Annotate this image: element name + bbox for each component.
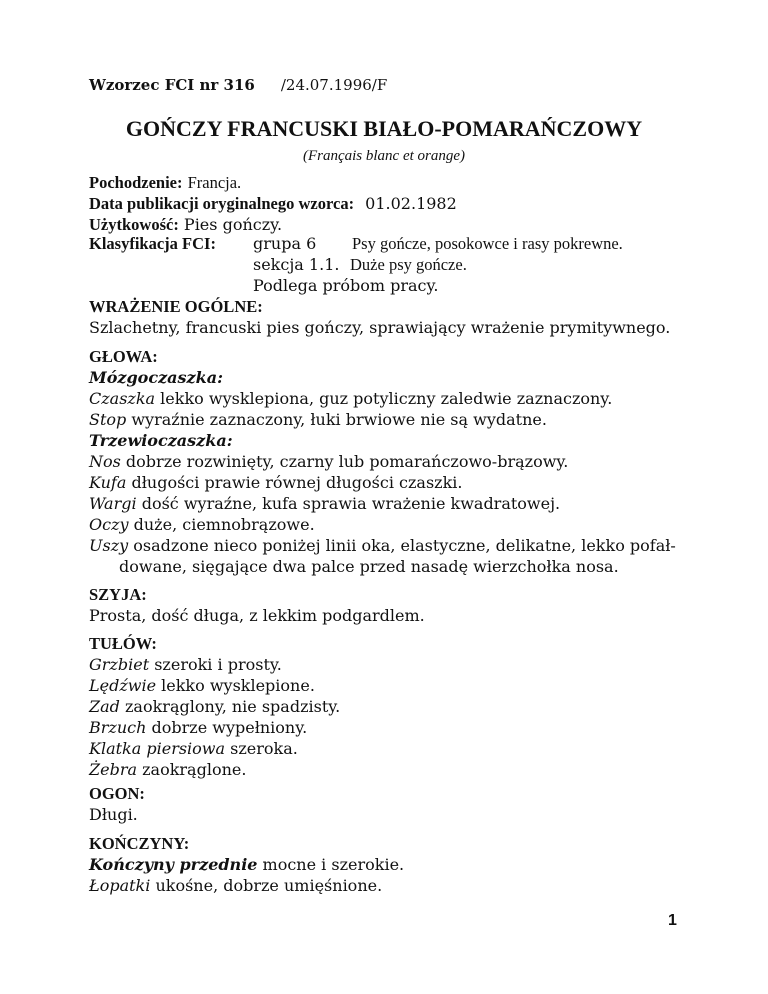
- skull-line: [89, 388, 699, 409]
- body-item-term: Grzbiet: [89, 655, 150, 674]
- body-item-term: Zad: [89, 697, 120, 716]
- eyes-line: [89, 514, 699, 535]
- pubdate-value: 01.02.1982: [365, 194, 457, 213]
- body-item-croup: [89, 696, 699, 717]
- classification-table: [89, 233, 699, 296]
- nose-line: [89, 451, 699, 472]
- classification-row-group: [89, 233, 699, 254]
- lips-line: [89, 493, 699, 514]
- body-item-ribs: [89, 759, 699, 780]
- classification-group: grupa 6: [253, 234, 317, 253]
- tail-section: [89, 783, 699, 825]
- document-title: GOŃCZY FRANCUSKI BIAŁO-POMARAŃCZOWY: [125, 116, 643, 141]
- muzzle-term: Kufa: [89, 473, 127, 492]
- pubdate-row: [89, 193, 699, 214]
- body-item-text: szeroka.: [225, 739, 298, 758]
- ears-line: [89, 535, 699, 556]
- page-number: 1: [668, 912, 677, 929]
- nose-term: Nos: [89, 452, 121, 471]
- classification-group-desc: Psy gończe, posokowce i rasy pokrewne.: [352, 234, 623, 253]
- body-item-loin: [89, 675, 699, 696]
- general-section: [89, 296, 699, 338]
- body-item-text: lekko wysklepione.: [156, 676, 315, 695]
- ears-line-2: dowane, sięgające dwa palce przed nasadę wierzchołka nosa.: [119, 557, 619, 576]
- shoulder-term: Łopatki: [89, 876, 151, 895]
- classification-row-section: [89, 254, 699, 275]
- tail-text: Długi.: [89, 805, 138, 824]
- origin-label: Pochodzenie:: [89, 173, 183, 192]
- shoulder-line: [89, 875, 699, 896]
- classification-row-note: [89, 275, 699, 296]
- classification-note: Podlega próbom pracy.: [253, 276, 439, 295]
- classification-label: Klasyfikacja FCI:: [89, 234, 216, 253]
- standard-date: /24.07.1996/F: [280, 76, 388, 94]
- body-item-text: szeroki i prosty.: [149, 655, 282, 674]
- eyes-term: Oczy: [89, 515, 129, 534]
- body-item-term: Lędźwie: [89, 676, 157, 695]
- body-section: [89, 633, 699, 780]
- lips-text: dość wyraźne, kufa sprawia wrażenie kwadratowej.: [136, 494, 561, 513]
- ears-text-1: osadzone nieco poniżej linii oka, elastyczne, delikatne, lekko pofał-: [128, 536, 676, 555]
- classification-section: sekcja 1.1.: [253, 255, 340, 274]
- origin-value: Francja.: [187, 173, 242, 192]
- document-subtitle: (Français blanc et orange): [302, 148, 466, 164]
- skull-text: lekko wysklepiona, guz potyliczny zaledwie zaznaczony.: [155, 389, 613, 408]
- stop-term: Stop: [89, 410, 127, 429]
- pubdate-label: Data publikacji oryginalnego wzorca:: [89, 194, 355, 213]
- eyes-text: duże, ciemnobrązowe.: [128, 515, 315, 534]
- body-item-chest: [89, 738, 699, 759]
- nose-text: dobrze rozwinięty, czarny lub pomarańczowo-brązowy.: [120, 452, 569, 471]
- body-item-back: [89, 654, 699, 675]
- general-heading: WRAŻENIE OGÓLNE:: [89, 297, 263, 316]
- stop-text: wyraźnie zaznaczony, łuki brwiowe nie są wydatne.: [126, 410, 547, 429]
- body-heading: TUŁÓW:: [89, 634, 157, 653]
- classification-section-desc: Duże psy gończe.: [350, 255, 467, 274]
- info-block: [89, 172, 699, 235]
- lips-term: Wargi: [89, 494, 137, 513]
- head-heading: GŁOWA:: [89, 347, 158, 366]
- skull-term: Czaszka: [89, 389, 156, 408]
- use-label: Użytkowość:: [89, 215, 179, 234]
- use-value: Pies gończy.: [183, 215, 283, 234]
- use-row: [89, 214, 699, 235]
- body-item-term: Klatka piersiowa: [89, 739, 226, 758]
- limbs-section: [89, 833, 699, 896]
- ears-term: Uszy: [89, 536, 129, 555]
- standard-number: Wzorzec FCI nr 316: [89, 76, 255, 94]
- body-item-text: zaokrąglone.: [137, 760, 247, 779]
- body-item-text: dobrze wypełniony.: [146, 718, 308, 737]
- forelimbs-text: mocne i szerokie.: [257, 855, 405, 874]
- body-item-term: Żebra: [89, 760, 138, 779]
- skull-heading: Mózgoczaszka:: [89, 368, 223, 387]
- neck-section: [89, 584, 699, 626]
- stop-line: [89, 409, 699, 430]
- origin-row: [89, 172, 699, 193]
- body-item-belly: [89, 717, 699, 738]
- limbs-heading: KOŃCZYNY:: [89, 834, 190, 853]
- muzzle-text: długości prawie równej długości czaszki.: [126, 473, 463, 492]
- facial-heading: Trzewioczaszka:: [89, 431, 233, 450]
- shoulder-text: ukośne, dobrze umięśnione.: [150, 876, 383, 895]
- forelimbs-line: [89, 854, 699, 875]
- body-item-term: Brzuch: [89, 718, 147, 737]
- neck-heading: SZYJA:: [89, 585, 147, 604]
- head-section: [89, 346, 699, 577]
- tail-heading: OGON:: [89, 784, 145, 803]
- standard-header: [89, 76, 387, 94]
- general-text: Szlachetny, francuski pies gończy, sprawiający wrażenie prymitywnego.: [89, 318, 671, 337]
- neck-text: Prosta, dość długa, z lekkim podgardlem.: [89, 606, 425, 625]
- muzzle-line: [89, 472, 699, 493]
- body-item-text: zaokrąglony, nie spadzisty.: [119, 697, 341, 716]
- forelimbs-term: Kończyny przednie: [89, 855, 258, 874]
